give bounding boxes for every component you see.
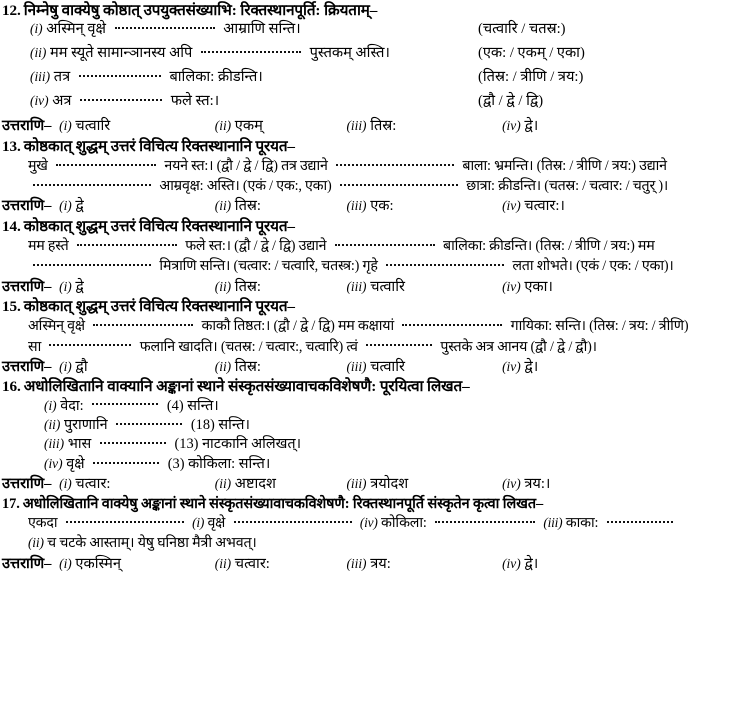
answer-blank[interactable] <box>366 344 432 346</box>
question-17-line-1 <box>0 512 748 532</box>
answer-value: चत्वार: <box>75 476 111 493</box>
item-text-before: तत्र <box>53 69 71 86</box>
answer-blank[interactable] <box>56 164 156 166</box>
item-marker: (i) <box>44 397 57 413</box>
text-segment: मम हस्ते <box>28 238 69 255</box>
question-13-text: कोष्ठकात् शुद्धम् उत्तरं विचित्य रिक्तस्थानानि पूरयत– <box>23 137 295 155</box>
answer-blank[interactable] <box>33 184 151 186</box>
item-marker: (iv) <box>359 515 378 531</box>
answer-marker: (iii) <box>346 555 367 571</box>
answer-marker: (iv) <box>502 278 521 294</box>
answer-blank[interactable] <box>93 462 159 464</box>
answer-marker: (ii) <box>214 476 232 492</box>
text-segment: गायिका: सन्ति। (तिस्र: / त्रय: / त्रीणि) <box>510 318 689 335</box>
answer-blank[interactable] <box>335 244 435 246</box>
answers-label: उत्तराणि– <box>2 555 52 572</box>
answer-blank[interactable] <box>92 403 158 405</box>
text-segment: वृक्षे <box>207 515 226 532</box>
question-17-heading <box>0 494 748 512</box>
answer-marker: (ii) <box>214 555 232 571</box>
answer-blank[interactable] <box>234 521 352 523</box>
item-text-after: बालिका: क्रीडन्ति। <box>169 69 263 86</box>
item-marker: (iii) <box>30 69 51 85</box>
question-17-text: अधोलिखितानि वाक्येषु अङ्कानां स्थाने संस्कृतसंख्यावाचकविशेषणै: रिक्तस्थानपूर्ति संस्कृतेन कृत्वा लिखत– <box>22 495 544 512</box>
answer-blank[interactable] <box>100 442 166 444</box>
question-13-line-2 <box>0 175 748 195</box>
answer-marker: (ii) <box>214 198 232 214</box>
answer-marker: (iii) <box>346 476 367 492</box>
question-17-line-2 <box>0 532 748 552</box>
answer-blank[interactable] <box>116 423 182 425</box>
answer-marker: (iii) <box>346 358 367 374</box>
item-text-before: भास <box>67 436 92 453</box>
answer-value: द्वे। <box>524 358 539 375</box>
answer-blank[interactable] <box>201 51 301 53</box>
item-text-after: (18) सन्ति। <box>190 417 250 434</box>
item-marker: (iii) <box>44 436 65 452</box>
answer-marker: (iii) <box>346 118 367 134</box>
answer-marker: (iv) <box>502 198 521 214</box>
item-text-before: वृक्षे <box>66 455 85 472</box>
item-text-after: (13) नाटकानि अलिखत्। <box>174 436 302 453</box>
item-text-after: (3) कोकिला: सन्ति। <box>167 455 271 472</box>
question-12-number: 12. <box>2 2 21 19</box>
answer-marker: (i) <box>59 476 72 492</box>
text-segment: मुखे <box>28 158 48 174</box>
item-options: (चत्वारि / चतस्र:) <box>478 21 566 38</box>
item-options: (तिस्र: / त्रीणि / त्रय:) <box>478 69 584 86</box>
answer-value: तिस्र: <box>370 118 397 135</box>
item-text-after: आम्राणि सन्ति। <box>223 21 301 38</box>
question-13-heading <box>0 136 748 155</box>
item-text-after: फले स्त:। <box>170 93 220 110</box>
answer-marker: (i) <box>59 358 72 374</box>
answers-label: उत्तराणि– <box>2 118 52 135</box>
answers-label: उत्तराणि– <box>2 358 52 375</box>
item-options: (एक: / एकम् / एका) <box>478 45 585 62</box>
question-15-text: कोष्ठकात् शुद्धम् उत्तरं विचित्य रिक्तस्थानानि पूरयत– <box>23 298 295 316</box>
question-16-heading <box>0 376 748 395</box>
text-segment: आम्रवृक्ष: अस्ति। (एकं / एक:, एका) <box>159 178 332 195</box>
answer-value: एकस्मिन् <box>75 555 121 572</box>
answer-blank[interactable] <box>66 521 184 523</box>
answer-blank[interactable] <box>402 324 502 326</box>
answer-blank[interactable] <box>336 164 454 166</box>
answer-marker: (i) <box>59 278 72 294</box>
answer-blank[interactable] <box>80 99 162 101</box>
answer-blank[interactable] <box>49 344 131 346</box>
item-text-after: (4) सन्ति। <box>166 397 219 414</box>
answer-value: द्वौ <box>75 358 88 375</box>
question-15-number: 15. <box>2 298 21 316</box>
item-text-before: अत्र <box>52 93 72 110</box>
answer-marker: (iii) <box>346 198 367 214</box>
question-14-line-2 <box>0 255 748 275</box>
question-16-item-3 <box>0 434 748 453</box>
answer-value: त्रय: <box>370 555 391 572</box>
text-segment: बाला: भ्रमन्ति। (तिस्र: / त्रीणि / त्रय:) उद्याने <box>462 158 667 174</box>
answer-marker: (i) <box>59 198 72 214</box>
text-segment: अस्मिन् वृक्षे <box>28 318 85 335</box>
answer-value: चत्वार: <box>234 555 270 572</box>
question-13-number: 13. <box>2 137 21 155</box>
answer-marker: (iv) <box>502 118 521 134</box>
question-15-answers <box>0 356 748 377</box>
answer-value: द्वे। <box>524 118 539 135</box>
item-marker: (iv) <box>30 93 49 109</box>
answer-marker: (i) <box>59 118 72 134</box>
answer-marker: (iii) <box>346 278 367 294</box>
text-segment: काकौ तिष्ठत:। (द्वौ / द्वे / द्वि) मम कक्षायां <box>201 318 394 335</box>
answer-value: अष्टादश <box>234 476 276 493</box>
question-12-answers <box>0 115 748 136</box>
item-marker: (ii) <box>28 535 44 551</box>
text-segment: छात्रा: क्रीडन्ति। (चतस्र: / चत्वार: / चतुर् )। <box>466 178 669 195</box>
text-segment: सा <box>28 338 42 355</box>
question-14-line-1 <box>0 235 748 255</box>
item-marker: (ii) <box>30 45 47 61</box>
answer-marker: (iv) <box>502 555 521 571</box>
question-14-number: 14. <box>2 218 21 235</box>
answer-value: त्रयोदश <box>370 476 409 493</box>
answer-value: चत्वारि <box>370 278 405 295</box>
item-text-before: वेदा: <box>60 397 84 414</box>
question-12-item-1 <box>0 19 748 43</box>
answer-marker: (ii) <box>214 358 232 374</box>
answer-marker: (ii) <box>214 278 232 294</box>
text-segment: च चटके आस्ताम्। येषु घनिष्ठा मैत्री अभवत्। <box>47 535 257 552</box>
item-text-before: मम स्यूते सामान्ञानस्य अपि <box>50 45 193 62</box>
answer-value: तिस्र: <box>234 198 261 215</box>
text-segment: काका: <box>565 515 599 532</box>
answer-value: तिस्र: <box>234 358 261 375</box>
answer-value: त्रय:। <box>524 476 551 493</box>
question-15-heading <box>0 296 748 315</box>
question-14-text: कोष्ठकात् शुद्धम् उत्तरं विचित्य रिक्तस्थानानि पूरयत– <box>23 218 295 235</box>
question-17-number: 17. <box>2 495 20 512</box>
question-15-line-1 <box>0 315 748 335</box>
item-text-after: पुस्तकम् अस्ति। <box>309 45 390 62</box>
answer-marker: (i) <box>59 555 72 571</box>
question-16-answers <box>0 473 748 494</box>
text-segment: पुस्तके अत्र आनय (द्वौ / द्वे / द्वौ)। <box>440 338 597 355</box>
answer-blank[interactable] <box>386 264 504 266</box>
text-segment: फले स्त:। (द्वौ / द्वे / द्वि) उद्याने <box>185 238 327 255</box>
text-segment: फलानि खादति। (चतस्र: / चत्वार:, चत्वारि) त्वं <box>139 338 358 355</box>
answers-label: उत्तराणि– <box>2 278 52 295</box>
question-16-item-4 <box>0 454 748 473</box>
text-segment: मित्राणि सन्ति। (चत्वार: / चत्वारि, चतस्त्र:) गृहे <box>159 258 378 275</box>
question-15-line-2 <box>0 336 748 356</box>
question-16-item-1 <box>0 396 748 415</box>
item-marker: (i) <box>30 21 43 37</box>
answer-value: तिस्र: <box>234 278 261 295</box>
question-16-text: अधोलिखितानि वाक्यानि अङ्कानां स्थाने संस्कृतसंख्यावाचकविशेषणै: पूरयित्वा लिखत– <box>23 378 470 396</box>
answer-blank[interactable] <box>115 27 215 29</box>
item-marker: (iii) <box>543 515 563 531</box>
answer-blank[interactable] <box>607 521 673 523</box>
answer-value: एकम् <box>234 118 263 135</box>
question-16-number: 16. <box>2 378 21 396</box>
item-marker: (i) <box>192 515 205 531</box>
answer-blank[interactable] <box>77 244 177 246</box>
answer-marker: (ii) <box>214 118 232 134</box>
answer-marker: (iv) <box>502 476 521 492</box>
answer-value: एक: <box>370 198 394 215</box>
item-marker: (ii) <box>44 417 61 433</box>
question-12-item-3 <box>0 67 748 91</box>
answer-blank[interactable] <box>79 75 161 77</box>
answer-blank[interactable] <box>435 521 535 523</box>
text-segment: नयने स्त:। (द्वौ / द्वे / द्वि) तत्र उद्याने <box>164 158 328 174</box>
answer-blank[interactable] <box>93 324 193 326</box>
answer-blank[interactable] <box>33 264 151 266</box>
item-options: (द्वौ / द्वे / द्वि) <box>478 93 544 110</box>
question-12-text: निम्नेषु वाक्येषु कोष्ठात् उपयुक्तसंख्याभि: रिक्तस्थानपूर्ति: क्रियताम्– <box>23 2 378 19</box>
question-13-answers <box>0 195 748 216</box>
answers-label: उत्तराणि– <box>2 198 52 215</box>
item-text-before: अस्मिन् वृक्षे <box>46 21 106 38</box>
item-text-before: पुराणानि <box>63 417 108 434</box>
text-segment: बालिका: क्रीडन्ति। (तिस्र: / त्रीणि / त्रय:) मम <box>443 238 655 255</box>
text-segment: कोकिला: <box>381 515 427 532</box>
text-segment: एकदा <box>28 515 58 532</box>
question-12-item-2 <box>0 43 748 67</box>
question-13-line-1 <box>0 155 748 175</box>
answer-value: चत्वारि <box>75 118 111 135</box>
question-12-item-4 <box>0 91 748 115</box>
answer-marker: (iv) <box>502 358 521 374</box>
answer-value: द्वे। <box>524 555 539 572</box>
answer-blank[interactable] <box>340 184 458 186</box>
question-14-answers <box>0 276 748 297</box>
text-segment: लता शोभते। (एकं / एक: / एका)। <box>512 258 674 275</box>
item-marker: (iv) <box>44 455 63 471</box>
answer-value: एका। <box>524 278 553 295</box>
answer-value: चत्वारि <box>370 358 405 375</box>
answer-value: चत्वार:। <box>524 198 565 215</box>
answer-value: द्वे <box>75 198 84 215</box>
question-16-item-2 <box>0 415 748 434</box>
question-17-answers <box>0 553 748 574</box>
answer-value: द्वे <box>75 278 84 295</box>
answers-label: उत्तराणि– <box>2 476 52 493</box>
question-14-heading <box>0 216 748 235</box>
question-12-heading <box>0 0 748 19</box>
